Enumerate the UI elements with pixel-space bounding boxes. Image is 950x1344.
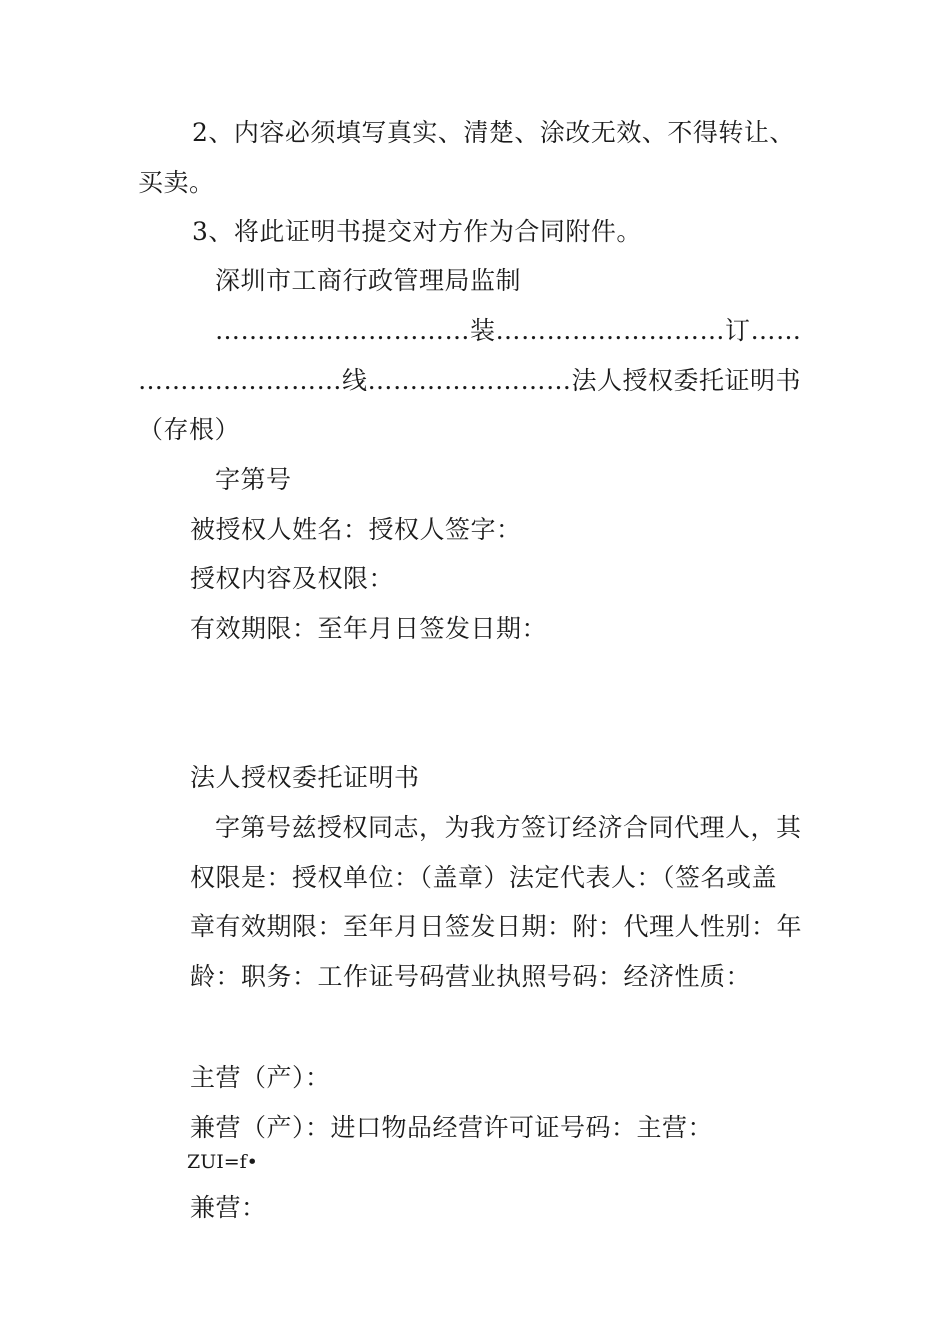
note-item-3: 3、将此证明书提交对方作为合同附件。 xyxy=(192,217,642,246)
stub-label: （存根） xyxy=(138,415,241,444)
stray-text: ZUI=f• xyxy=(187,1151,258,1173)
certificate-body-line-3: 章有效期限：至年月日签发日期：附：代理人性别：年 xyxy=(190,912,803,941)
stub-grantee-line: 被授权人姓名：授权人签字： xyxy=(190,515,522,544)
stub-number-line: 字第号 xyxy=(215,465,292,494)
certificate-body-line-2: 权限是：授权单位：（盖章）法定代表人：（签名或盖 xyxy=(190,863,778,892)
certificate-body-line-4: 龄：职务：工作证号码营业执照号码：经济性质： xyxy=(190,962,752,991)
certificate-body-line-1: 字第号兹授权同志，为我方签订经济合同代理人，其 xyxy=(215,813,802,842)
note-item-2-continued: 买卖。 xyxy=(138,168,215,197)
stub-validity-line: 有效期限：至年月日签发日期： xyxy=(190,614,548,643)
note-item-2: 2、内容必须填写真实、清楚、涂改无效、不得转让、 xyxy=(192,118,795,147)
secondary-business-label: 兼营： xyxy=(190,1193,267,1222)
secondary-business-line: 兼营（产）：进口物品经营许可证号码：主营： xyxy=(190,1113,714,1142)
main-business-line: 主营（产）： xyxy=(190,1063,331,1092)
issuer-line: 深圳市工商行政管理局监制 xyxy=(215,266,522,295)
stub-scope-line: 授权内容及权限： xyxy=(190,564,395,593)
certificate-title: 法人授权委托证明书 xyxy=(190,763,420,792)
binding-line-2: ……………………线……………………法人授权委托证明书 xyxy=(138,366,802,395)
binding-line-1: …………………………装………………………订…… xyxy=(215,316,802,345)
